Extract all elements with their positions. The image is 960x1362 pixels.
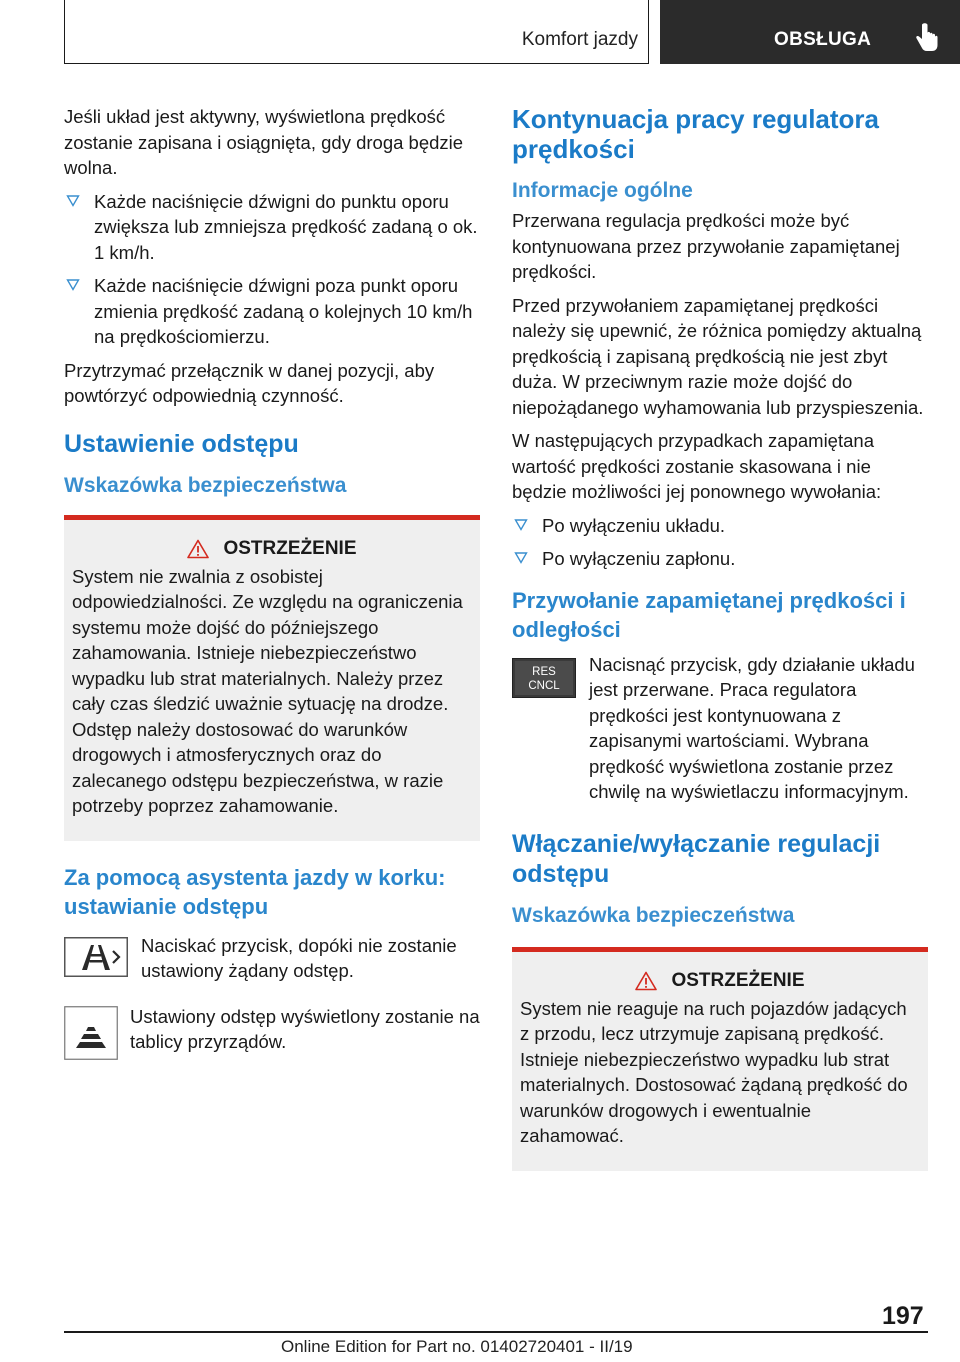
warning-text: System nie reaguje na ruch pojazdów jadących z przodu, lecz utrzymuje zapisaną prędkość. Istnieje niebezpieczeństwo wypadku lub strat materialnych. Dostosować żądaną prędkość do warunków drogowych i ewentualnie zahamować.: [520, 997, 908, 1146]
instruction-text: Naciskać przycisk, dopóki nie zostanie ustawiony żądany odstęp.: [141, 934, 457, 981]
list-item-text: Każde naciśnięcie dźwigni do punktu oporu zwiększa lub zmniejsza prędkość zadaną o ok. 1 km/h.: [94, 190, 478, 263]
triangle-bullet-icon: [514, 546, 528, 571]
section-heading: Przywołanie zapamiętanej prędkości i odległości: [512, 587, 906, 642]
subsection-heading: Informacje ogólne: [512, 179, 693, 202]
section-heading: Kontynuacja pracy regulatora prędkości: [512, 104, 879, 164]
footer-edition: Online Edition for Part no. 01402720401 - II/19: [281, 1337, 633, 1356]
list-item: [512, 546, 928, 572]
warning-title: OSTRZEŻENIE: [223, 537, 357, 559]
distance-display-icon: [64, 1006, 118, 1060]
instruction-text: Ustawiony odstęp wyświetlony zostanie na tablicy przyrządów.: [130, 1005, 480, 1052]
warning-box: [64, 515, 480, 841]
list-item: [64, 273, 480, 350]
warning-text: System nie zwalnia z osobistej odpowiedzialności. Ze względu na ograniczenia systemu może dojść do późniejszego zahamowania. Istnieje niebezpieczeństwo wypadku lub strat materialnych. Należy przez cały czas śledzić uważnie sytuację na drodze. Odstęp należy dostosować do warunków drogowych i atmosferycznych oraz do zalecanego odstępu bezpieczeństwa, w razie potrzeby poprzez zahamowanie.: [72, 565, 463, 816]
distance-button-icon: [64, 937, 128, 977]
list-item-text: Po wyłączeniu układu.: [542, 514, 726, 536]
section-heading: Ustawienie odstępu: [64, 429, 299, 458]
res-label: RES: [532, 665, 556, 678]
paragraph: Przytrzymać przełącznik w danej pozycji, aby powtórzyć odpowiednią czynność.: [64, 359, 435, 406]
res-cncl-button-icon: [512, 658, 576, 698]
subsection-heading: Wskazówka bezpieczeństwa: [512, 903, 795, 927]
footer-divider: [64, 1331, 928, 1333]
right-column: [512, 104, 928, 1181]
paragraph: Przed przywołaniem zapamiętanej prędkości należy się upewnić, że różnica pomiędzy aktualną prędkością i zapisaną prędkością nie jest zbyt duża. W przeciwnym razie może dojść do niepożądanego wyhamowania lub przyspieszenia.: [512, 294, 924, 418]
instruction-text: Nacisnąć przycisk, gdy działanie układu jest przerwane. Praca regulatora prędkości jest kontynuowana z zapisanymi wartościami. Wybrana prędkość wyświetlona zostanie przez chwilę na wyświetlaczu informacyjnym.: [589, 653, 915, 802]
warning-triangle-icon: [187, 539, 209, 559]
triangle-bullet-icon: [66, 189, 80, 214]
paragraph: W następujących przypadkach zapamiętana wartość prędkości zostanie skasowana i nie będzie możliwości jej ponownego wywołania:: [512, 430, 882, 502]
triangle-bullet-icon: [514, 513, 528, 538]
list-item: [64, 189, 480, 266]
chapter-tab: [660, 0, 960, 64]
hand-pointer-icon: [912, 22, 942, 54]
subsection-heading: Wskazówka bezpieczeństwa: [64, 473, 347, 497]
list-item: [512, 513, 928, 539]
section-title: Komfort jazdy: [521, 29, 638, 50]
chapter-tab-label: OBSŁUGA: [774, 29, 872, 50]
bullet-list: [64, 189, 480, 350]
list-item-text: Po wyłączeniu zapłonu.: [542, 548, 736, 569]
paragraph: Jeśli układ jest aktywny, wyświetlona prędkość zostanie zapisana i osiągnięta, gdy droga będzie wolna.: [64, 106, 464, 178]
list-item-text: Każde naciśnięcie dźwigni poza punkt oporu zmienia prędkość zadaną o kolejnych 10 km/h na prędkościomierzu.: [94, 275, 473, 347]
section-heading: Włączanie/wyłączanie regulacji odstępu: [512, 829, 881, 888]
warning-triangle-icon: [635, 971, 657, 991]
cncl-label: CNCL: [528, 679, 560, 692]
triangle-bullet-icon: [66, 273, 80, 298]
warning-box: [512, 947, 928, 1171]
instruction-row: [512, 652, 928, 805]
paragraph: Przerwana regulacja prędkości może być kontynuowana przez przywołanie zapamiętanej prędkości.: [512, 210, 900, 282]
instruction-row: [64, 933, 480, 984]
instruction-row: [64, 1004, 480, 1062]
bullet-list: [512, 513, 928, 572]
warning-title: OSTRZEŻENIE: [671, 969, 805, 991]
page-number: 197: [882, 1302, 924, 1330]
left-column: [64, 104, 480, 1072]
section-heading: Za pomocą asystenta jazdy w korku: ustawianie odstępu: [64, 864, 446, 919]
